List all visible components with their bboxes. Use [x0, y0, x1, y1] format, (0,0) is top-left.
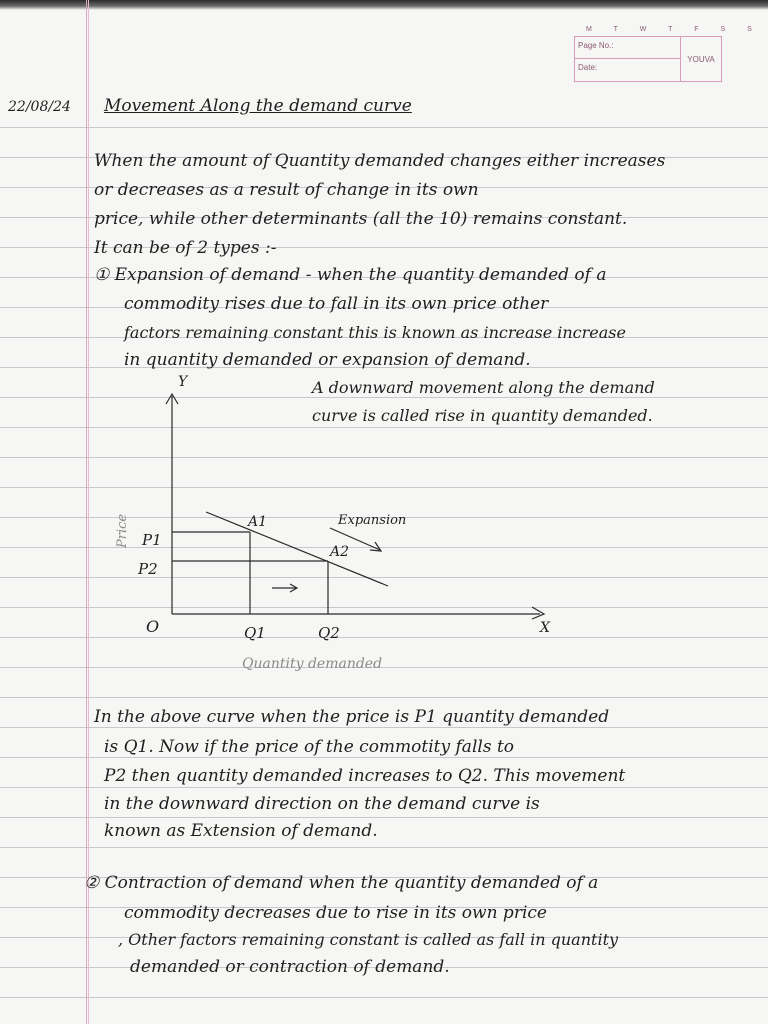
point1-line-3: factors remaining constant this is known as increase increase: [124, 323, 626, 342]
y-axis-letter: Y: [178, 374, 188, 390]
explanation-line-1: In the above curve when the price is P1 quantity demanded: [94, 707, 610, 727]
explanation-line-5: known as Extension of demand.: [104, 821, 378, 841]
date-label: Date:: [578, 63, 598, 72]
price-axis-label: Price: [115, 513, 130, 548]
origin-label: O: [146, 617, 160, 636]
x-axis-letter: X: [540, 620, 550, 636]
page-no-row: [575, 37, 680, 59]
page-info-box: [574, 36, 722, 82]
page-shadow-edge: [0, 0, 768, 10]
point2-line-2: commodity decreases due to rise in its own price: [124, 903, 547, 923]
expansion-label: Expansion: [338, 513, 407, 528]
point1-line-4: in quantity demanded or expansion of demand.: [124, 350, 531, 370]
quantity-axis-label: Quantity demanded: [242, 656, 383, 672]
point2-line-1: ② Contraction of demand when the quantity demanded of a: [84, 873, 599, 893]
point2-line-4: demanded or contraction of demand.: [130, 957, 450, 977]
margin-line-secondary: [88, 0, 89, 1024]
explanation-line-4: in the downward direction on the demand curve is: [104, 794, 540, 814]
note-date: 22/08/24: [8, 99, 71, 115]
date-row: [575, 59, 680, 81]
point1-line-1: ① Expansion of demand - when the quantity demanded of a: [94, 265, 607, 285]
p1-label: P1: [142, 531, 162, 549]
brand-logo: YOUVA: [680, 37, 721, 81]
a1-label: A1: [248, 514, 268, 530]
intro-line-1: When the amount of Quantity demanded changes either increases: [94, 151, 666, 171]
point2-line-3: , Other factors remaining constant is called as fall in quantity: [118, 930, 619, 949]
p2-label: P2: [138, 560, 158, 578]
q2-label: Q2: [318, 624, 340, 642]
note-heading: Movement Along the demand curve: [104, 96, 412, 116]
margin-line: [86, 0, 87, 1024]
weekday-row: M T W T F S S: [586, 26, 762, 33]
page-no-label: Page No.:: [578, 41, 614, 50]
explanation-line-3: P2 then quantity demanded increases to Q2. This movement: [104, 766, 626, 786]
point1-note-line-1: A downward movement along the demand: [312, 378, 655, 397]
a2-label: A2: [330, 544, 350, 560]
q1-label: Q1: [244, 624, 266, 642]
explanation-line-2: is Q1. Now if the price of the commotity falls to: [104, 737, 515, 757]
point1-note-line-2: curve is called rise in quantity demanded.: [312, 406, 653, 425]
intro-line-4: It can be of 2 types :-: [94, 238, 277, 258]
point1-line-2: commodity rises due to fall in its own price other: [124, 294, 549, 314]
intro-line-3: price, while other determinants (all the 10) remains constant.: [94, 209, 628, 229]
intro-line-2: or decreases as a result of change in its own: [94, 180, 479, 200]
